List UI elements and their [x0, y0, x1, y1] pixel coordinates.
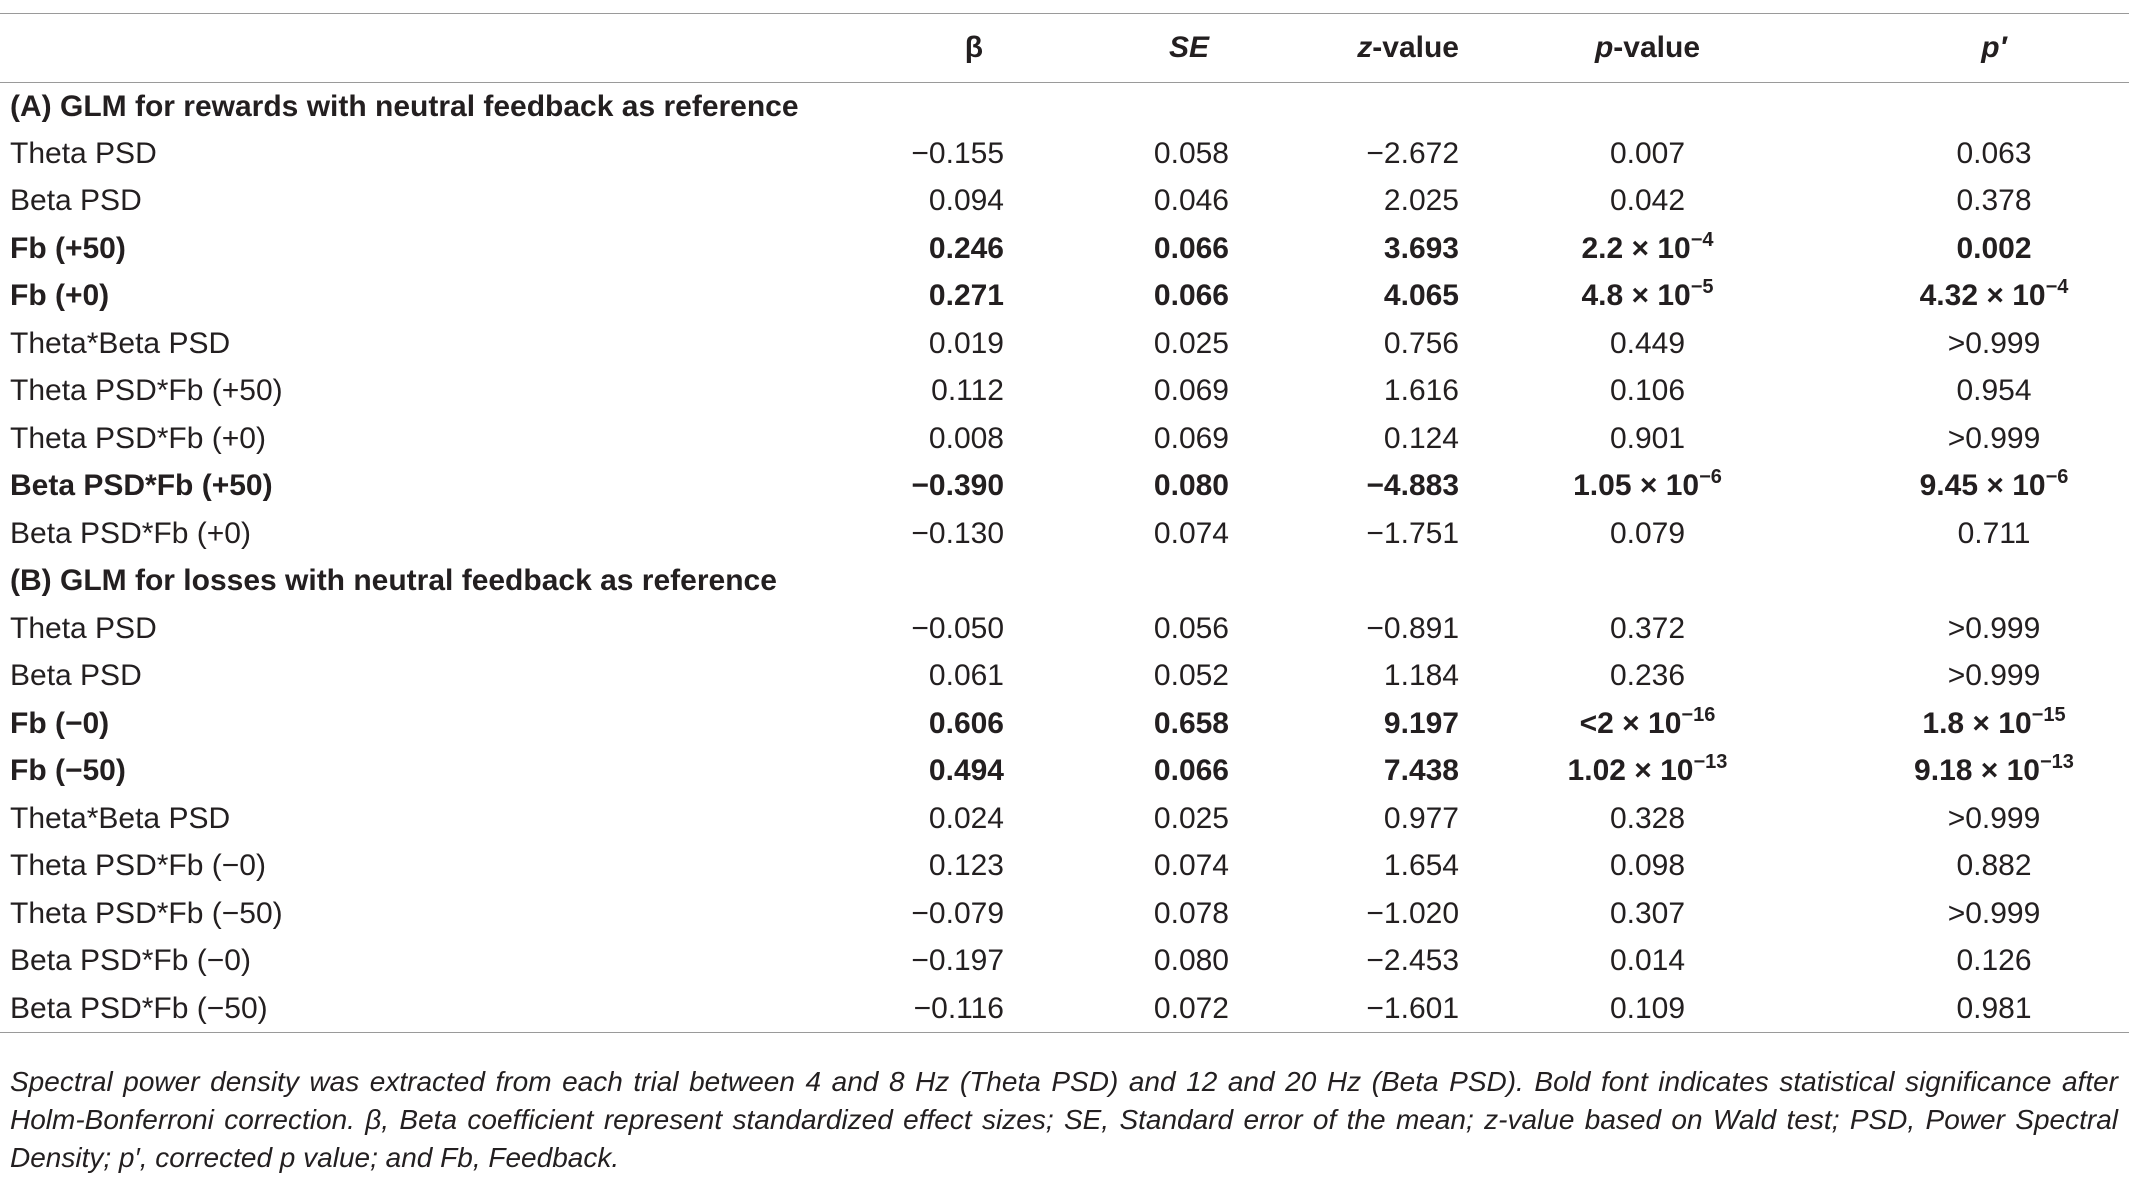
cell-se: [1011, 463, 1235, 511]
row-label: [0, 415, 850, 463]
cell-p-prime: [1789, 653, 2129, 701]
header-p-prime: [1789, 14, 2129, 83]
cell-se-text: 0.046: [1153, 184, 1229, 218]
header-beta: β: [850, 14, 1011, 83]
cell-se-text: 0.069: [1153, 374, 1229, 408]
cell-se-text: 0.066: [1153, 754, 1229, 788]
section-title: (A) GLM for rewards with neutral feedback as reference: [10, 89, 799, 123]
cell-beta: [850, 463, 1011, 511]
cell-beta-text: 0.112: [931, 374, 1004, 408]
table-row: [0, 890, 2129, 938]
cell-beta: [850, 510, 1011, 558]
cell-p-prime-text: 0.954: [1956, 374, 2032, 408]
cell-se: [1011, 843, 1235, 891]
cell-p-value-exponent: −5: [1690, 276, 1714, 299]
cell-p-value-text: 1.05 × 10: [1573, 469, 1700, 503]
row-label-text: Fb (−0): [10, 706, 110, 740]
cell-z-value-text: −4.883: [1366, 469, 1459, 503]
table-row: [0, 748, 2129, 796]
header-z-value: [1235, 14, 1470, 83]
table-row: [0, 700, 2129, 748]
cell-z-value-text: 4.065: [1383, 279, 1459, 313]
cell-z-value-text: 1.616: [1383, 374, 1459, 408]
cell-z-value: [1235, 510, 1470, 558]
table-row: [0, 795, 2129, 843]
row-label-text: Beta PSD: [10, 184, 142, 218]
cell-z-value-text: 0.124: [1383, 421, 1459, 455]
cell-p-value-text: <2 × 10: [1579, 706, 1682, 740]
cell-z-value: [1235, 368, 1470, 416]
row-label: [0, 843, 850, 891]
cell-z-value-text: −2.672: [1366, 136, 1459, 170]
cell-p-prime: [1789, 320, 2129, 368]
cell-p-prime-text: >0.999: [1947, 659, 2041, 693]
row-label: [0, 890, 850, 938]
cell-beta-text: 0.494: [928, 754, 1004, 788]
table-row: [0, 320, 2129, 368]
row-label-text: Beta PSD*Fb (−50): [10, 991, 268, 1025]
cell-p-value: [1470, 938, 1789, 986]
cell-z-value-text: −0.891: [1366, 611, 1459, 645]
cell-se-text: 0.658: [1153, 706, 1229, 740]
cell-z-value: [1235, 843, 1470, 891]
row-label-text: Fb (−50): [10, 754, 126, 788]
cell-p-value-text: 0.236: [1609, 659, 1686, 693]
row-label-text: Theta PSD: [10, 136, 157, 170]
row-label-text: Theta PSD*Fb (+50): [10, 374, 283, 408]
cell-p-prime: [1789, 415, 2129, 463]
cell-z-value: [1235, 273, 1470, 321]
cell-p-prime: [1789, 605, 2129, 653]
row-label-text: Fb (+50): [10, 231, 126, 265]
cell-beta: [850, 700, 1011, 748]
cell-p-prime-exponent: −15: [2031, 703, 2066, 726]
cell-p-value-text: 2.2 × 10: [1581, 231, 1691, 265]
cell-p-prime: [1789, 225, 2129, 273]
cell-p-prime-text: 0.002: [1956, 231, 2032, 265]
cell-z-value-text: 3.693: [1383, 231, 1459, 265]
cell-z-value-text: 0.977: [1383, 801, 1459, 835]
cell-beta: [850, 415, 1011, 463]
table-row: [0, 225, 2129, 273]
cell-p-value: [1470, 700, 1789, 748]
row-label-text: Beta PSD*Fb (+0): [10, 516, 251, 550]
cell-beta-text: 0.008: [928, 421, 1004, 455]
cell-z-value: [1235, 320, 1470, 368]
cell-z-value-text: 1.184: [1383, 659, 1459, 693]
cell-se: [1011, 748, 1235, 796]
cell-se: [1011, 985, 1235, 1033]
row-label: [0, 510, 850, 558]
table-row: [0, 273, 2129, 321]
row-label-text: Theta PSD*Fb (+0): [10, 421, 266, 455]
cell-p-value: [1470, 985, 1789, 1033]
cell-p-prime: [1789, 890, 2129, 938]
cell-beta: [850, 225, 1011, 273]
cell-p-value: [1470, 748, 1789, 796]
cell-se-text: 0.069: [1153, 421, 1229, 455]
row-label: [0, 178, 850, 226]
row-label-text: Theta*Beta PSD: [10, 326, 231, 360]
row-label: [0, 320, 850, 368]
cell-p-value-exponent: −4: [1690, 228, 1714, 251]
cell-p-value: [1470, 178, 1789, 226]
cell-se: [1011, 130, 1235, 178]
cell-p-prime-text: 1.8 × 10: [1922, 706, 2032, 740]
cell-se-text: 0.058: [1153, 136, 1229, 170]
cell-beta-text: 0.606: [928, 706, 1004, 740]
row-label: [0, 653, 850, 701]
table-row: [0, 938, 2129, 986]
header-z-suffix: -value: [1372, 31, 1459, 64]
row-label: [0, 795, 850, 843]
cell-p-value-text: 0.079: [1609, 516, 1686, 550]
cell-p-value: [1470, 510, 1789, 558]
row-label: [0, 463, 850, 511]
cell-p-prime-text: 9.45 × 10: [1919, 469, 2046, 503]
row-label: [0, 700, 850, 748]
cell-p-value-text: 0.328: [1609, 801, 1686, 835]
cell-p-prime-text: 4.32 × 10: [1919, 279, 2046, 313]
cell-p-prime-exponent: −6: [2045, 466, 2069, 489]
table-row: [0, 985, 2129, 1033]
cell-p-prime-text: 9.18 × 10: [1914, 754, 2040, 788]
table-row: [0, 415, 2129, 463]
cell-p-prime: [1789, 843, 2129, 891]
header-se: [1011, 14, 1235, 83]
table-row: [0, 653, 2129, 701]
cell-se: [1011, 700, 1235, 748]
cell-se-text: 0.025: [1153, 326, 1229, 360]
row-label: [0, 605, 850, 653]
cell-se-text: 0.056: [1153, 611, 1229, 645]
cell-p-prime-exponent: −13: [2040, 751, 2074, 774]
cell-se-text: 0.074: [1153, 516, 1229, 550]
cell-se-text: 0.025: [1153, 801, 1229, 835]
cell-z-value: [1235, 795, 1470, 843]
cell-p-prime-text: >0.999: [1947, 801, 2041, 835]
cell-p-value-exponent: −16: [1681, 703, 1716, 726]
cell-p-value: [1470, 273, 1789, 321]
cell-z-value: [1235, 130, 1470, 178]
cell-se: [1011, 225, 1235, 273]
row-label-text: Theta PSD*Fb (−0): [10, 849, 266, 883]
table-row: [0, 843, 2129, 891]
cell-se-text: 0.080: [1153, 469, 1229, 503]
cell-p-prime: [1789, 130, 2129, 178]
cell-z-value: [1235, 748, 1470, 796]
cell-p-value-text: 1.02 × 10: [1567, 754, 1694, 788]
cell-p-prime-text: 0.063: [1956, 136, 2032, 170]
cell-beta: [850, 178, 1011, 226]
cell-se-text: 0.080: [1153, 944, 1229, 978]
row-label: [0, 225, 850, 273]
cell-beta: [850, 368, 1011, 416]
cell-p-prime-text: >0.999: [1947, 326, 2041, 360]
cell-p-value-text: 0.098: [1609, 849, 1686, 883]
section-header-row: [0, 83, 2129, 131]
cell-se: [1011, 320, 1235, 368]
cell-beta: [850, 843, 1011, 891]
cell-p-prime: [1789, 700, 2129, 748]
row-label-text: Theta*Beta PSD: [10, 801, 231, 835]
cell-beta: [850, 985, 1011, 1033]
cell-se-text: 0.066: [1153, 231, 1229, 265]
cell-beta-text: 0.123: [928, 849, 1004, 883]
cell-p-value-text: 4.8 × 10: [1581, 279, 1691, 313]
cell-se: [1011, 938, 1235, 986]
cell-beta-text: −0.390: [911, 469, 1004, 503]
cell-se: [1011, 368, 1235, 416]
table-body: [0, 83, 2129, 1033]
cell-beta: [850, 653, 1011, 701]
cell-se-text: 0.074: [1153, 849, 1229, 883]
cell-p-value-exponent: −6: [1699, 466, 1722, 489]
cell-p-value: [1470, 225, 1789, 273]
cell-p-value-text: 0.014: [1609, 944, 1686, 978]
row-label-text: Beta PSD*Fb (+50): [10, 469, 273, 503]
cell-p-prime: [1789, 463, 2129, 511]
cell-se-text: 0.066: [1153, 279, 1229, 313]
table-header: [0, 14, 2129, 83]
cell-p-value: [1470, 653, 1789, 701]
cell-p-prime-text: 0.378: [1956, 184, 2032, 218]
cell-p-prime: [1789, 510, 2129, 558]
cell-z-value-text: −1.751: [1366, 516, 1459, 550]
cell-p-value: [1470, 890, 1789, 938]
cell-beta-text: −0.130: [911, 516, 1004, 550]
header-label: [0, 14, 850, 83]
cell-p-prime-text: >0.999: [1947, 896, 2041, 930]
cell-beta-text: −0.155: [911, 136, 1004, 170]
table-row: [0, 605, 2129, 653]
section-header-row: [0, 558, 2129, 606]
cell-p-value-text: 0.109: [1609, 991, 1686, 1025]
cell-z-value: [1235, 653, 1470, 701]
cell-beta: [850, 748, 1011, 796]
cell-p-prime-text: >0.999: [1947, 611, 2041, 645]
cell-z-value: [1235, 700, 1470, 748]
cell-z-value: [1235, 178, 1470, 226]
cell-z-value-text: 7.438: [1383, 754, 1459, 788]
table-row: [0, 178, 2129, 226]
cell-beta: [850, 938, 1011, 986]
cell-p-prime-text: 0.711: [1957, 516, 2031, 550]
cell-p-prime: [1789, 273, 2129, 321]
cell-z-value-text: 1.654: [1383, 849, 1459, 883]
cell-beta-text: −0.050: [911, 611, 1004, 645]
cell-p-prime: [1789, 178, 2129, 226]
cell-p-prime: [1789, 938, 2129, 986]
row-label-text: Beta PSD*Fb (−0): [10, 944, 251, 978]
row-label: [0, 938, 850, 986]
cell-beta: [850, 130, 1011, 178]
cell-beta-text: −0.079: [911, 896, 1004, 930]
cell-beta-text: 0.061: [928, 659, 1004, 693]
cell-beta-text: 0.246: [928, 231, 1004, 265]
cell-se: [1011, 178, 1235, 226]
cell-p-value-text: 0.449: [1609, 326, 1686, 360]
cell-p-value-text: 0.042: [1609, 184, 1686, 218]
header-row: [0, 14, 2129, 83]
cell-p-prime: [1789, 985, 2129, 1033]
cell-p-prime-text: 0.981: [1956, 991, 2032, 1025]
row-label: [0, 368, 850, 416]
cell-se-text: 0.078: [1153, 896, 1229, 930]
cell-z-value: [1235, 890, 1470, 938]
cell-se-text: 0.072: [1153, 991, 1229, 1025]
cell-se: [1011, 273, 1235, 321]
table-row: [0, 130, 2129, 178]
cell-p-prime: [1789, 795, 2129, 843]
cell-z-value-text: 0.756: [1383, 326, 1459, 360]
cell-beta-text: 0.019: [928, 326, 1004, 360]
cell-z-value-text: −2.453: [1366, 944, 1459, 978]
cell-z-value: [1235, 415, 1470, 463]
cell-p-value: [1470, 463, 1789, 511]
cell-beta-text: −0.197: [911, 944, 1004, 978]
row-label-text: Beta PSD: [10, 659, 142, 693]
cell-z-value: [1235, 985, 1470, 1033]
cell-beta: [850, 320, 1011, 368]
cell-p-prime-exponent: −4: [2045, 276, 2069, 299]
cell-beta: [850, 795, 1011, 843]
cell-se: [1011, 890, 1235, 938]
cell-se: [1011, 605, 1235, 653]
table-row: [0, 463, 2129, 511]
header-p-value: [1470, 14, 1789, 83]
cell-beta: [850, 273, 1011, 321]
cell-z-value-text: −1.020: [1366, 896, 1459, 930]
row-label-text: Theta PSD*Fb (−50): [10, 896, 283, 930]
cell-p-value: [1470, 795, 1789, 843]
cell-p-prime-text: 0.126: [1956, 944, 2032, 978]
cell-z-value: [1235, 938, 1470, 986]
header-p-suffix: -value: [1613, 31, 1701, 64]
cell-p-value: [1470, 605, 1789, 653]
cell-beta-text: 0.094: [928, 184, 1004, 218]
glm-results-table: [0, 13, 2129, 1033]
cell-p-value-text: 0.372: [1609, 611, 1686, 645]
cell-p-value: [1470, 130, 1789, 178]
cell-beta-text: 0.024: [928, 801, 1004, 835]
cell-z-value: [1235, 225, 1470, 273]
cell-beta: [850, 605, 1011, 653]
cell-z-value-text: 2.025: [1383, 184, 1459, 218]
cell-p-prime-text: >0.999: [1947, 421, 2041, 455]
cell-se: [1011, 510, 1235, 558]
cell-se-text: 0.052: [1153, 659, 1229, 693]
cell-se: [1011, 795, 1235, 843]
row-label: [0, 985, 850, 1033]
cell-p-prime-text: 0.882: [1956, 849, 2032, 883]
cell-p-value: [1470, 415, 1789, 463]
cell-beta-text: 0.271: [928, 279, 1004, 313]
cell-p-value: [1470, 843, 1789, 891]
cell-p-value-text: 0.007: [1609, 136, 1686, 170]
cell-z-value-text: −1.601: [1366, 991, 1459, 1025]
cell-beta-text: −0.116: [913, 991, 1004, 1025]
cell-z-value-text: 9.197: [1383, 706, 1459, 740]
header-se-text: SE: [1168, 31, 1209, 64]
row-label: [0, 748, 850, 796]
table-footnote: Spectral power density was extracted from each trial between 4 and 8 Hz (Theta PSD) and 12 and 20 Hz (Beta PSD). Bold font indicates statistical significance after Holm-Bonferroni correction. β, Beta coefficient represent standardized effect sizes; SE, Standard error of the mean; z-value based on Wald test; PSD, Power Spectral Density; p′, corrected p value; and Fb, Feedback.: [10, 1066, 2118, 1173]
cell-p-value-text: 0.901: [1609, 421, 1686, 455]
cell-p-prime: [1789, 368, 2129, 416]
table-row: [0, 368, 2129, 416]
cell-se: [1011, 653, 1235, 701]
header-p-letter: p: [1594, 31, 1614, 64]
header-z-letter: z: [1357, 31, 1373, 64]
cell-beta: [850, 890, 1011, 938]
cell-p-value: [1470, 320, 1789, 368]
cell-p-value-text: 0.106: [1609, 374, 1686, 408]
cell-p-value: [1470, 368, 1789, 416]
row-label-text: Theta PSD: [10, 611, 157, 645]
cell-p-prime: [1789, 748, 2129, 796]
cell-se: [1011, 415, 1235, 463]
row-label: [0, 130, 850, 178]
section-title: (B) GLM for losses with neutral feedback as reference: [10, 564, 777, 598]
header-p-prime-text: p′: [1981, 31, 2007, 64]
table-row: [0, 510, 2129, 558]
cell-z-value: [1235, 463, 1470, 511]
cell-z-value: [1235, 605, 1470, 653]
row-label-text: Fb (+0): [10, 279, 110, 313]
row-label: [0, 273, 850, 321]
cell-p-value-text: 0.307: [1609, 896, 1686, 930]
cell-p-value-exponent: −13: [1693, 751, 1728, 774]
